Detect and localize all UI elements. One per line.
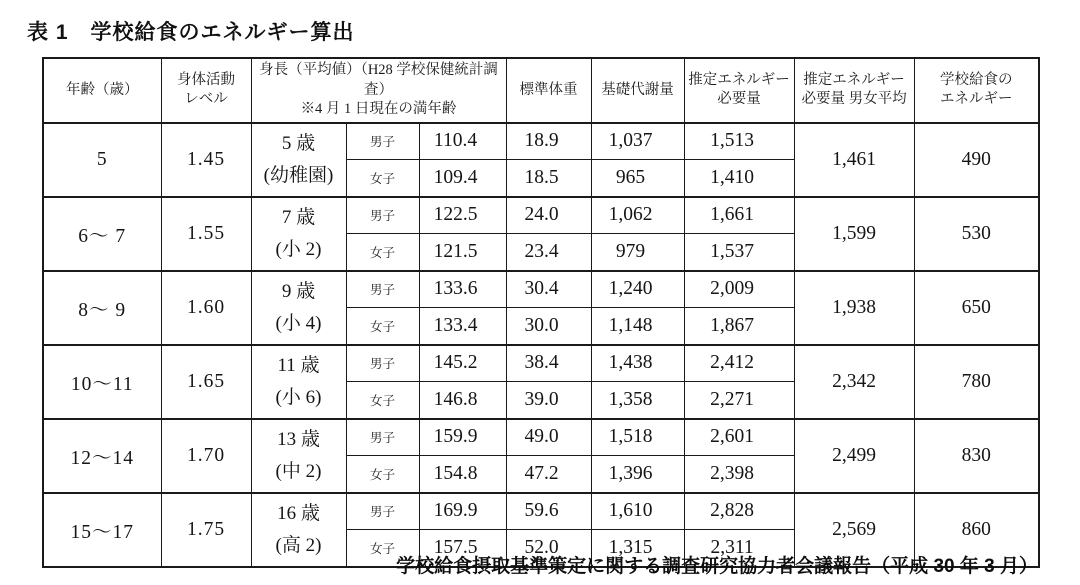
grade-school-label: (小 4) [275,312,322,334]
male-height-cell: 169.9 [419,493,506,530]
grade-cell [251,419,346,493]
header-activity-line1: 身体活動 [177,71,235,88]
male-bmr-cell: 1,240 [591,271,684,308]
male-height-cell: 110.4 [419,123,506,160]
male-bmr-cell: 1,518 [591,419,684,456]
age-cell: 12～14 [43,419,161,493]
male-weight-cell: 30.4 [506,271,591,308]
header-height-line1: 身長（平均値）（H28 学校保健統計調査） [259,62,498,98]
activity-level-cell: 1.55 [161,197,251,271]
female-height-cell: 121.5 [419,234,506,271]
female-eer-cell: 2,271 [684,382,794,419]
eer-average-cell: 2,569 [794,493,914,567]
header-estimated-energy [684,58,794,123]
male-weight-cell: 59.6 [506,493,591,530]
table-row-male [43,197,1039,234]
lunch-energy-cell: 830 [914,419,1039,493]
female-bmr-cell: 1,315 [591,530,684,567]
lunch-energy-cell: 490 [914,123,1039,197]
header-height-line2: ※4 月 1 日現在の満年齢 [300,101,457,118]
grade-school-label: (幼稚園) [263,164,334,186]
sex-label-male: 男子 [346,271,419,308]
sex-label-male: 男子 [346,493,419,530]
table-row-male [43,123,1039,160]
header-eer-line1: 推定エネルギー [688,71,790,88]
female-weight-cell: 47.2 [506,456,591,493]
sex-label-female: 女子 [346,160,419,197]
female-eer-cell: 1,410 [684,160,794,197]
female-bmr-cell: 1,148 [591,308,684,345]
age-cell: 6～ 7 [43,197,161,271]
table-body [43,123,1039,567]
male-bmr-cell: 1,062 [591,197,684,234]
activity-level-cell: 1.45 [161,123,251,197]
table-row-male [43,345,1039,382]
grade-age-label: 9 歳 [281,281,316,303]
grade-cell [251,345,346,419]
header-estimated-energy-average [794,58,914,123]
female-weight-cell: 18.5 [506,160,591,197]
age-cell: 8～ 9 [43,271,161,345]
header-school-lunch-energy [914,58,1039,123]
female-height-cell: 157.5 [419,530,506,567]
sex-label-male: 男子 [346,123,419,160]
female-weight-cell: 23.4 [506,234,591,271]
female-eer-cell: 1,867 [684,308,794,345]
male-height-cell: 159.9 [419,419,506,456]
header-row [43,58,1039,123]
eer-average-cell: 1,461 [794,123,914,197]
sex-label-male: 男子 [346,345,419,382]
male-bmr-cell: 1,438 [591,345,684,382]
female-bmr-cell: 965 [591,160,684,197]
sex-label-male: 男子 [346,419,419,456]
grade-age-label: 16 歳 [277,503,320,525]
header-height [251,58,506,123]
female-eer-cell: 2,398 [684,456,794,493]
age-cell: 15～17 [43,493,161,567]
female-height-cell: 109.4 [419,160,506,197]
activity-level-cell: 1.70 [161,419,251,493]
header-eer-avg-line1: 推定エネルギー [803,71,905,88]
female-weight-cell: 39.0 [506,382,591,419]
grade-age-label: 7 歳 [281,207,316,229]
grade-cell [251,123,346,197]
male-eer-cell: 2,828 [684,493,794,530]
eer-average-cell: 1,599 [794,197,914,271]
grade-school-label: (小 2) [275,238,322,260]
female-height-cell: 146.8 [419,382,506,419]
grade-school-label: (小 6) [275,386,322,408]
sex-label-female: 女子 [346,382,419,419]
header-activity-line2: レベル [184,91,228,108]
age-cell: 10～11 [43,345,161,419]
header-age: 年齢（歳） [43,58,161,123]
grade-cell [251,271,346,345]
source-citation: 学校給食摂取基準策定に関する調査研究協力者会議報告（平成 30 年 3 月） [396,556,1038,577]
grade-age-label: 5 歳 [281,133,316,155]
male-height-cell: 145.2 [419,345,506,382]
female-height-cell: 133.4 [419,308,506,345]
male-eer-cell: 2,412 [684,345,794,382]
grade-school-label: (中 2) [275,460,322,482]
table-row-male [43,493,1039,530]
male-weight-cell: 38.4 [506,345,591,382]
male-eer-cell: 1,661 [684,197,794,234]
header-standard-weight: 標準体重 [506,58,591,123]
table-row-male [43,419,1039,456]
female-bmr-cell: 1,396 [591,456,684,493]
lunch-energy-cell: 530 [914,197,1039,271]
sex-label-male: 男子 [346,197,419,234]
female-eer-cell: 2,311 [684,530,794,567]
female-bmr-cell: 979 [591,234,684,271]
header-activity-level [161,58,251,123]
activity-level-cell: 1.65 [161,345,251,419]
table-header [43,58,1039,123]
sex-label-female: 女子 [346,456,419,493]
activity-level-cell: 1.75 [161,493,251,567]
male-bmr-cell: 1,037 [591,123,684,160]
lunch-energy-cell: 780 [914,345,1039,419]
female-weight-cell: 30.0 [506,308,591,345]
male-weight-cell: 49.0 [506,419,591,456]
table-row-male [43,271,1039,308]
sex-label-female: 女子 [346,308,419,345]
lunch-energy-cell: 650 [914,271,1039,345]
header-lunch-line1: 学校給食の [940,71,1013,88]
activity-level-cell: 1.60 [161,271,251,345]
sex-label-female: 女子 [346,234,419,271]
grade-age-label: 13 歳 [277,429,320,451]
female-bmr-cell: 1,358 [591,382,684,419]
grade-age-label: 11 歳 [277,355,320,377]
header-eer-line2: 必要量 [717,91,761,108]
eer-average-cell: 1,938 [794,271,914,345]
header-lunch-line2: エネルギー [940,91,1013,108]
header-eer-avg-line2: 必要量 男女平均 [801,91,907,108]
sex-label-female: 女子 [346,530,419,567]
school-lunch-energy-table [42,57,1040,568]
header-basal-metabolism: 基礎代謝量 [591,58,684,123]
lunch-energy-cell: 860 [914,493,1039,567]
male-eer-cell: 2,601 [684,419,794,456]
male-weight-cell: 18.9 [506,123,591,160]
eer-average-cell: 2,499 [794,419,914,493]
grade-cell [251,197,346,271]
male-eer-cell: 2,009 [684,271,794,308]
female-eer-cell: 1,537 [684,234,794,271]
page-title: 表 1 学校給食のエネルギー算出 [27,21,355,44]
male-height-cell: 122.5 [419,197,506,234]
female-height-cell: 154.8 [419,456,506,493]
male-eer-cell: 1,513 [684,123,794,160]
male-height-cell: 133.6 [419,271,506,308]
male-bmr-cell: 1,610 [591,493,684,530]
female-weight-cell: 52.0 [506,530,591,567]
grade-school-label: (高 2) [275,534,322,556]
eer-average-cell: 2,342 [794,345,914,419]
male-weight-cell: 24.0 [506,197,591,234]
age-cell: 5 [43,123,161,197]
